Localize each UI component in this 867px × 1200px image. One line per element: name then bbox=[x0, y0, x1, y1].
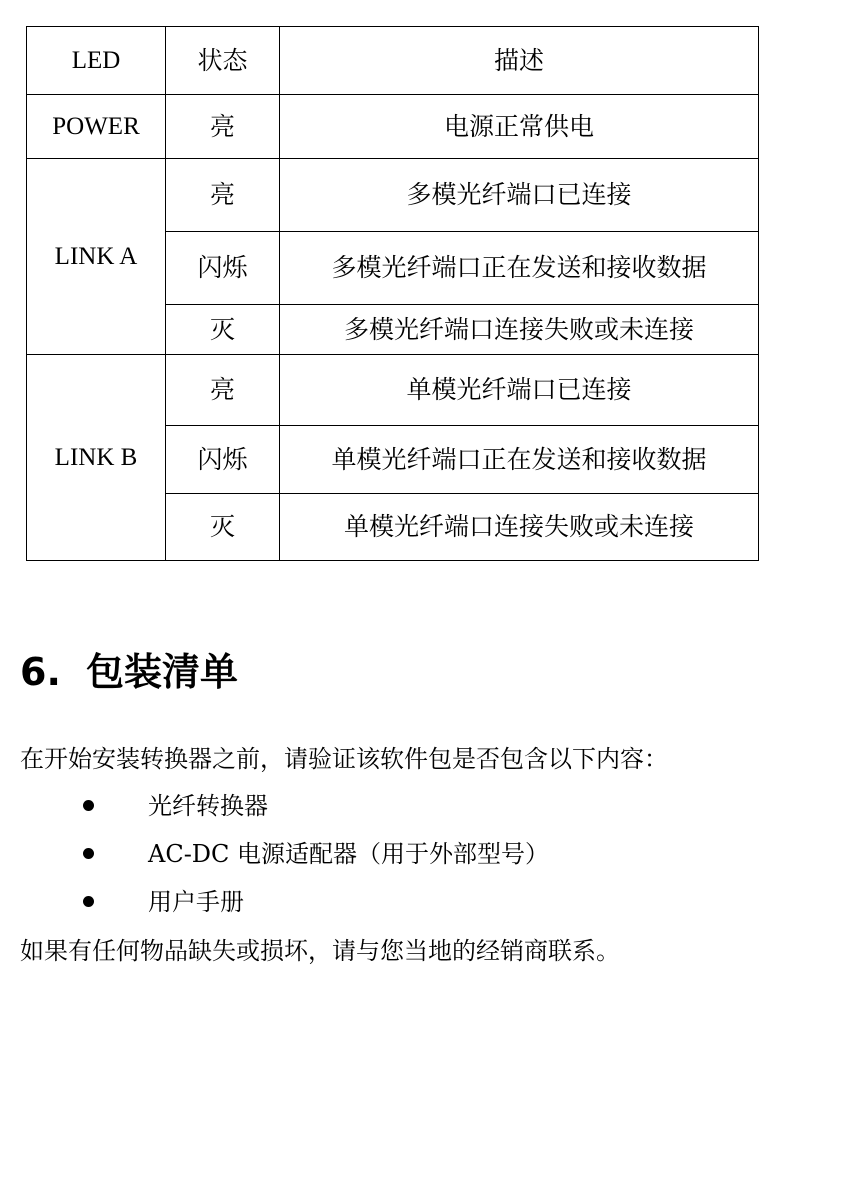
led-name-link-a: LINK A bbox=[27, 159, 166, 355]
list-item-text: 光纤转换器 bbox=[148, 792, 268, 820]
bullet-icon bbox=[83, 896, 94, 907]
intro-paragraph: 在开始安装转换器之前，请验证该软件包是否包含以下内容： bbox=[20, 745, 668, 773]
table-row-link-a-on bbox=[27, 159, 759, 232]
header-state: 状态 bbox=[166, 27, 280, 95]
led-name-power: POWER bbox=[27, 95, 166, 159]
section-heading bbox=[20, 644, 238, 700]
state-cell: 灭 bbox=[166, 305, 280, 355]
section-title: 包装清单 bbox=[86, 650, 239, 694]
led-status-table bbox=[26, 26, 759, 561]
description-cell: 多模光纤端口已连接 bbox=[280, 159, 759, 232]
table-row-power bbox=[27, 95, 759, 159]
description-cell: 多模光纤端口连接失败或未连接 bbox=[280, 305, 759, 355]
list-item-text: 用户手册 bbox=[148, 888, 244, 916]
header-description: 描述 bbox=[280, 27, 759, 95]
header-led: LED bbox=[27, 27, 166, 95]
state-cell: 亮 bbox=[166, 95, 280, 159]
section-number: 6. bbox=[20, 650, 61, 694]
description-cell: 单模光纤端口正在发送和接收数据 bbox=[280, 426, 759, 494]
description-cell: 多模光纤端口正在发送和接收数据 bbox=[280, 232, 759, 305]
state-cell: 闪烁 bbox=[166, 426, 280, 494]
table-row-link-b-on bbox=[27, 355, 759, 426]
bullet-icon bbox=[83, 800, 94, 811]
state-cell: 灭 bbox=[166, 494, 280, 561]
description-cell: 电源正常供电 bbox=[280, 95, 759, 159]
bullet-icon bbox=[83, 848, 94, 859]
closing-paragraph: 如果有任何物品缺失或损坏，请与您当地的经销商联系。 bbox=[20, 937, 620, 965]
state-cell: 闪烁 bbox=[166, 232, 280, 305]
led-name-link-b: LINK B bbox=[27, 355, 166, 561]
description-cell: 单模光纤端口连接失败或未连接 bbox=[280, 494, 759, 561]
description-cell: 单模光纤端口已连接 bbox=[280, 355, 759, 426]
table-header-row bbox=[27, 27, 759, 95]
state-cell: 亮 bbox=[166, 355, 280, 426]
list-item-text: AC-DC 电源适配器（用于外部型号） bbox=[148, 840, 550, 868]
state-cell: 亮 bbox=[166, 159, 280, 232]
